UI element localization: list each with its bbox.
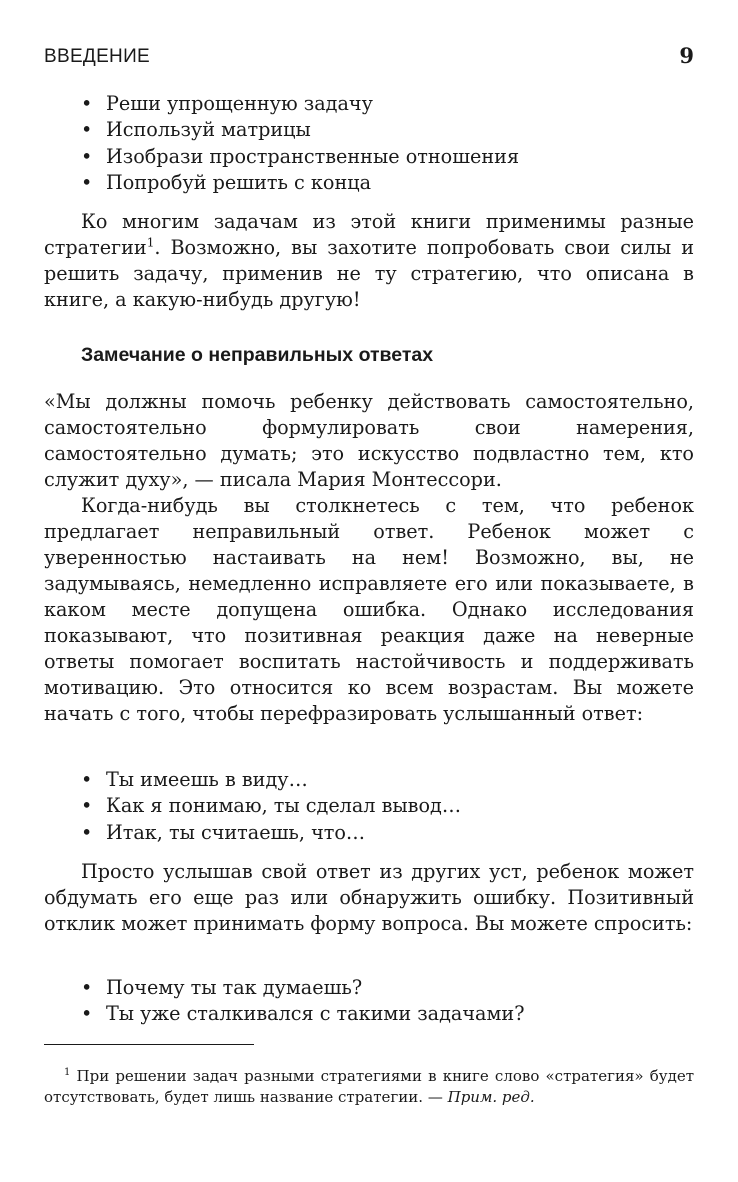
footnote-divider [44, 1044, 254, 1045]
footnote [44, 1066, 694, 1108]
section-heading: Замечание о неправильных ответах [81, 344, 434, 366]
section-title: ВВЕДЕНИЕ [44, 46, 151, 67]
list-item: • Ты уже сталкивался с такими задачами? [44, 1001, 694, 1027]
running-head [44, 43, 694, 72]
footnote-reference: 1 [146, 235, 155, 250]
list-item: • Как я понимаю, ты сделал вывод… [44, 793, 694, 819]
page-number: 9 [679, 43, 694, 68]
paragraph-quote: «Мы должны помочь ребенку действовать самостоятельно, самостоятельно формулировать свои намерения, самостоятельно думать; это искусство подвластно тем, кто служит духу», — писала Мария Монтессори. [44, 390, 694, 491]
list-item: • Изобрази пространственные отношения [44, 144, 694, 170]
paragraph-hear: Просто услышав свой ответ из других уст, ребенок может обдумать его еще раз или обнаружить ошибку. Позитивный отклик может принимать форму вопроса. Вы можете спросить: [44, 860, 694, 935]
paragraph-strategies [44, 209, 694, 313]
book-page [44, 0, 694, 1182]
list-item: • Почему ты так думаешь? [44, 975, 694, 1001]
list-item: • Ты имеешь в виду… [44, 767, 694, 793]
list-item: • Реши упрощенную задачу [44, 91, 694, 117]
rephrase-list [44, 767, 694, 846]
paragraph-text: Ко многим задачам из этой книги применимы разные стратегии [44, 210, 694, 259]
paragraph-text: . Возможно, вы захотите попробовать свои силы и решить задачу, применив не ту стратегию, что описана в книге, а какую-нибудь другую! [44, 236, 694, 311]
list-item: • Итак, ты считаешь, что… [44, 820, 694, 846]
paragraph-wrong-answer: Когда-нибудь вы столкнетесь с тем, что ребенок предлагает неправильный ответ. Ребенок может с уверенностью настаивать на нем! Возможно, вы, не задумываясь, немедленно исправляете его или показываете, в каком месте допущена ошибка. Однако исследования показывают, что позитивная реакция даже на неверные ответы помогает воспитать настойчивость и поддерживать мотивацию. Это относится ко всем возрастам. Вы можете начать с того, чтобы перефразировать услышанный ответ: [44, 494, 694, 725]
footnote-text: При решении задач разными стратегиями в книге слово «стратегия» будет отсутствовать, будет лишь название стратегии. — [44, 1067, 694, 1106]
list-item: • Используй матрицы [44, 117, 694, 143]
list-item: • Попробуй решить с конца [44, 170, 694, 196]
strategy-list [44, 91, 694, 197]
question-list [44, 975, 694, 1028]
footnote-number: 1 [64, 1067, 71, 1078]
footnote-signature: Прим. ред. [447, 1088, 535, 1106]
